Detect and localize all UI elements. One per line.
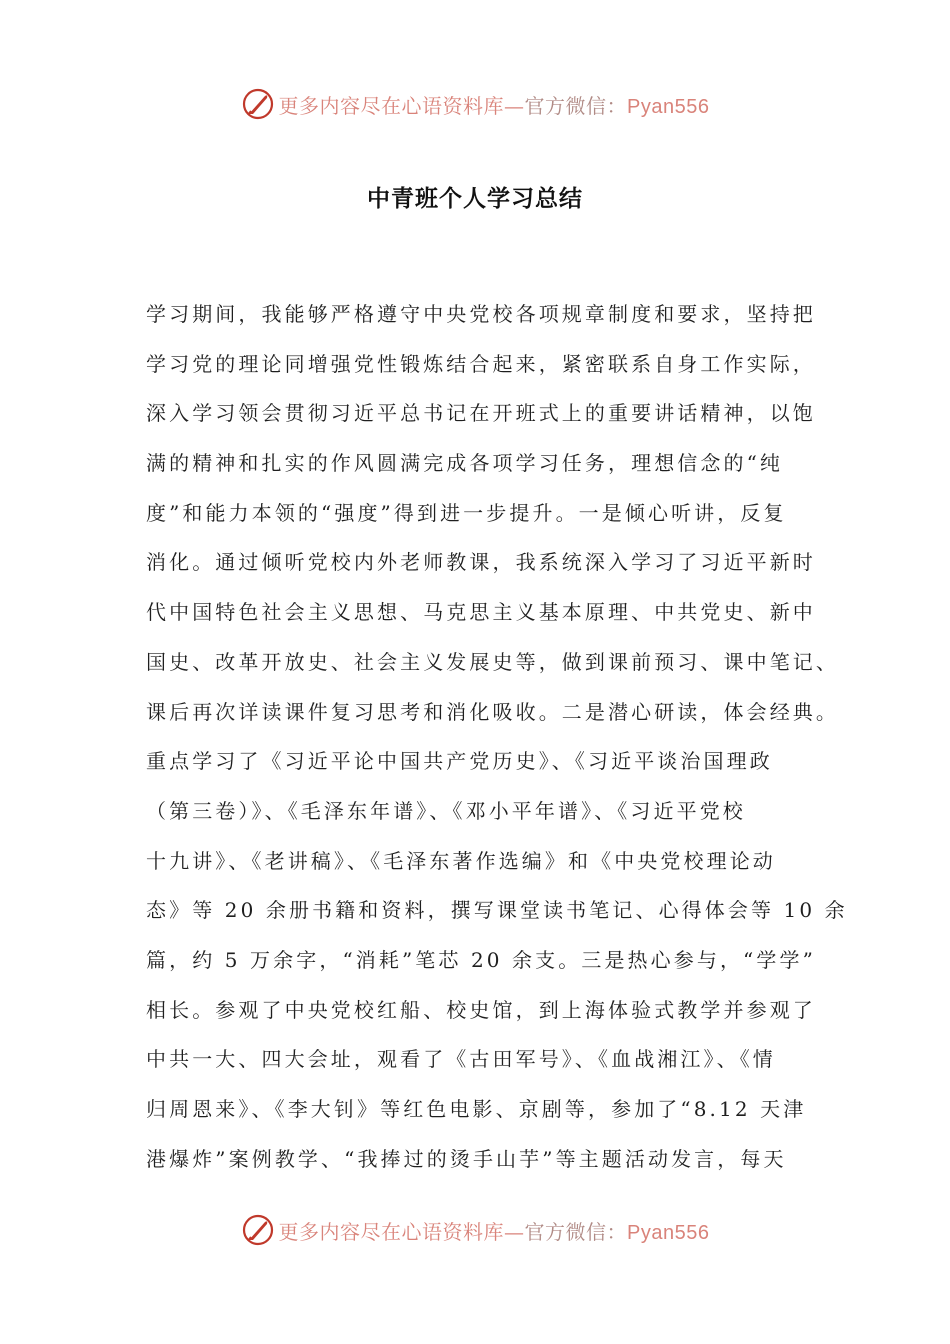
body-line: 代中国特色社会主义思想、马克思主义基本原理、中共党史、新中 [146, 600, 816, 625]
body-line: 中共一大、四大会址，观看了《古田军号》、《血战湘江》、《情 [146, 1047, 776, 1072]
document-body [146, 294, 848, 1188]
body-line: 国史、改革开放史、社会主义发展史等，做到课前预习、课中笔记、 [146, 649, 839, 674]
body-line: 篇，约 5 万余字，“消耗”笔芯 20 余支。三是热心参与，“学学” [146, 947, 816, 972]
body-line: 消化。通过倾听党校内外老师教课，我系统深入学习了习近平新时 [146, 550, 816, 575]
body-line: 满的精神和扎实的作风圆满完成各项学习任务，理想信念的“纯 [146, 451, 784, 476]
body-line: 学习期间，我能够严格遵守中央党校各项规章制度和要求，坚持把 [146, 302, 816, 326]
body-line: 态》等 20 余册书籍和资料，撰写课堂读书笔记、心得体会等 10 余 [146, 898, 848, 923]
body-line: 重点学习了《习近平论中国共产党历史》、《习近平谈治国理政 [146, 749, 773, 774]
body-line: 学习党的理论同增强党性锻炼结合起来，紧密联系自身工作实际， [146, 351, 816, 376]
body-line: 港爆炸”案例教学、“我捧过的烫手山芋”等主题活动发言，每天 [146, 1146, 787, 1171]
body-line: 课后再次详读课件复习思考和消化吸收。二是潜心研读，体会经典。 [146, 699, 839, 724]
body-line: 相长。参观了中央党校红船、校史馆，到上海体验式教学并参观了 [146, 997, 816, 1022]
body-line: （第三卷）》、《毛泽东年谱》、《邓小平年谱》、《习近平党校 [146, 798, 746, 823]
watermark-text: 更多内容尽在心语资料库—官方微信：Pyan556 [278, 1219, 710, 1244]
body-line: 十九讲》、《老讲稿》、《毛泽东著作选编》和《中央党校理论动 [146, 848, 776, 873]
header-watermark-banner [0, 84, 950, 124]
quill-logo-icon [241, 87, 275, 121]
quill-logo-icon [241, 1213, 275, 1247]
watermark-text: 更多内容尽在心语资料库—官方微信：Pyan556 [278, 93, 710, 118]
body-line: 度”和能力本领的“强度”得到进一步提升。一是倾心听讲，反复 [146, 500, 787, 525]
body-line: 深入学习领会贯彻习近平总书记在开班式上的重要讲话精神，以饱 [146, 401, 816, 426]
body-line: 归周恩来》、《李大钊》等红色电影、京剧等，参加了“8.12 天津 [146, 1097, 807, 1121]
document-title: 中青班个人学习总结 [367, 186, 583, 212]
footer-watermark-banner [0, 1210, 950, 1250]
